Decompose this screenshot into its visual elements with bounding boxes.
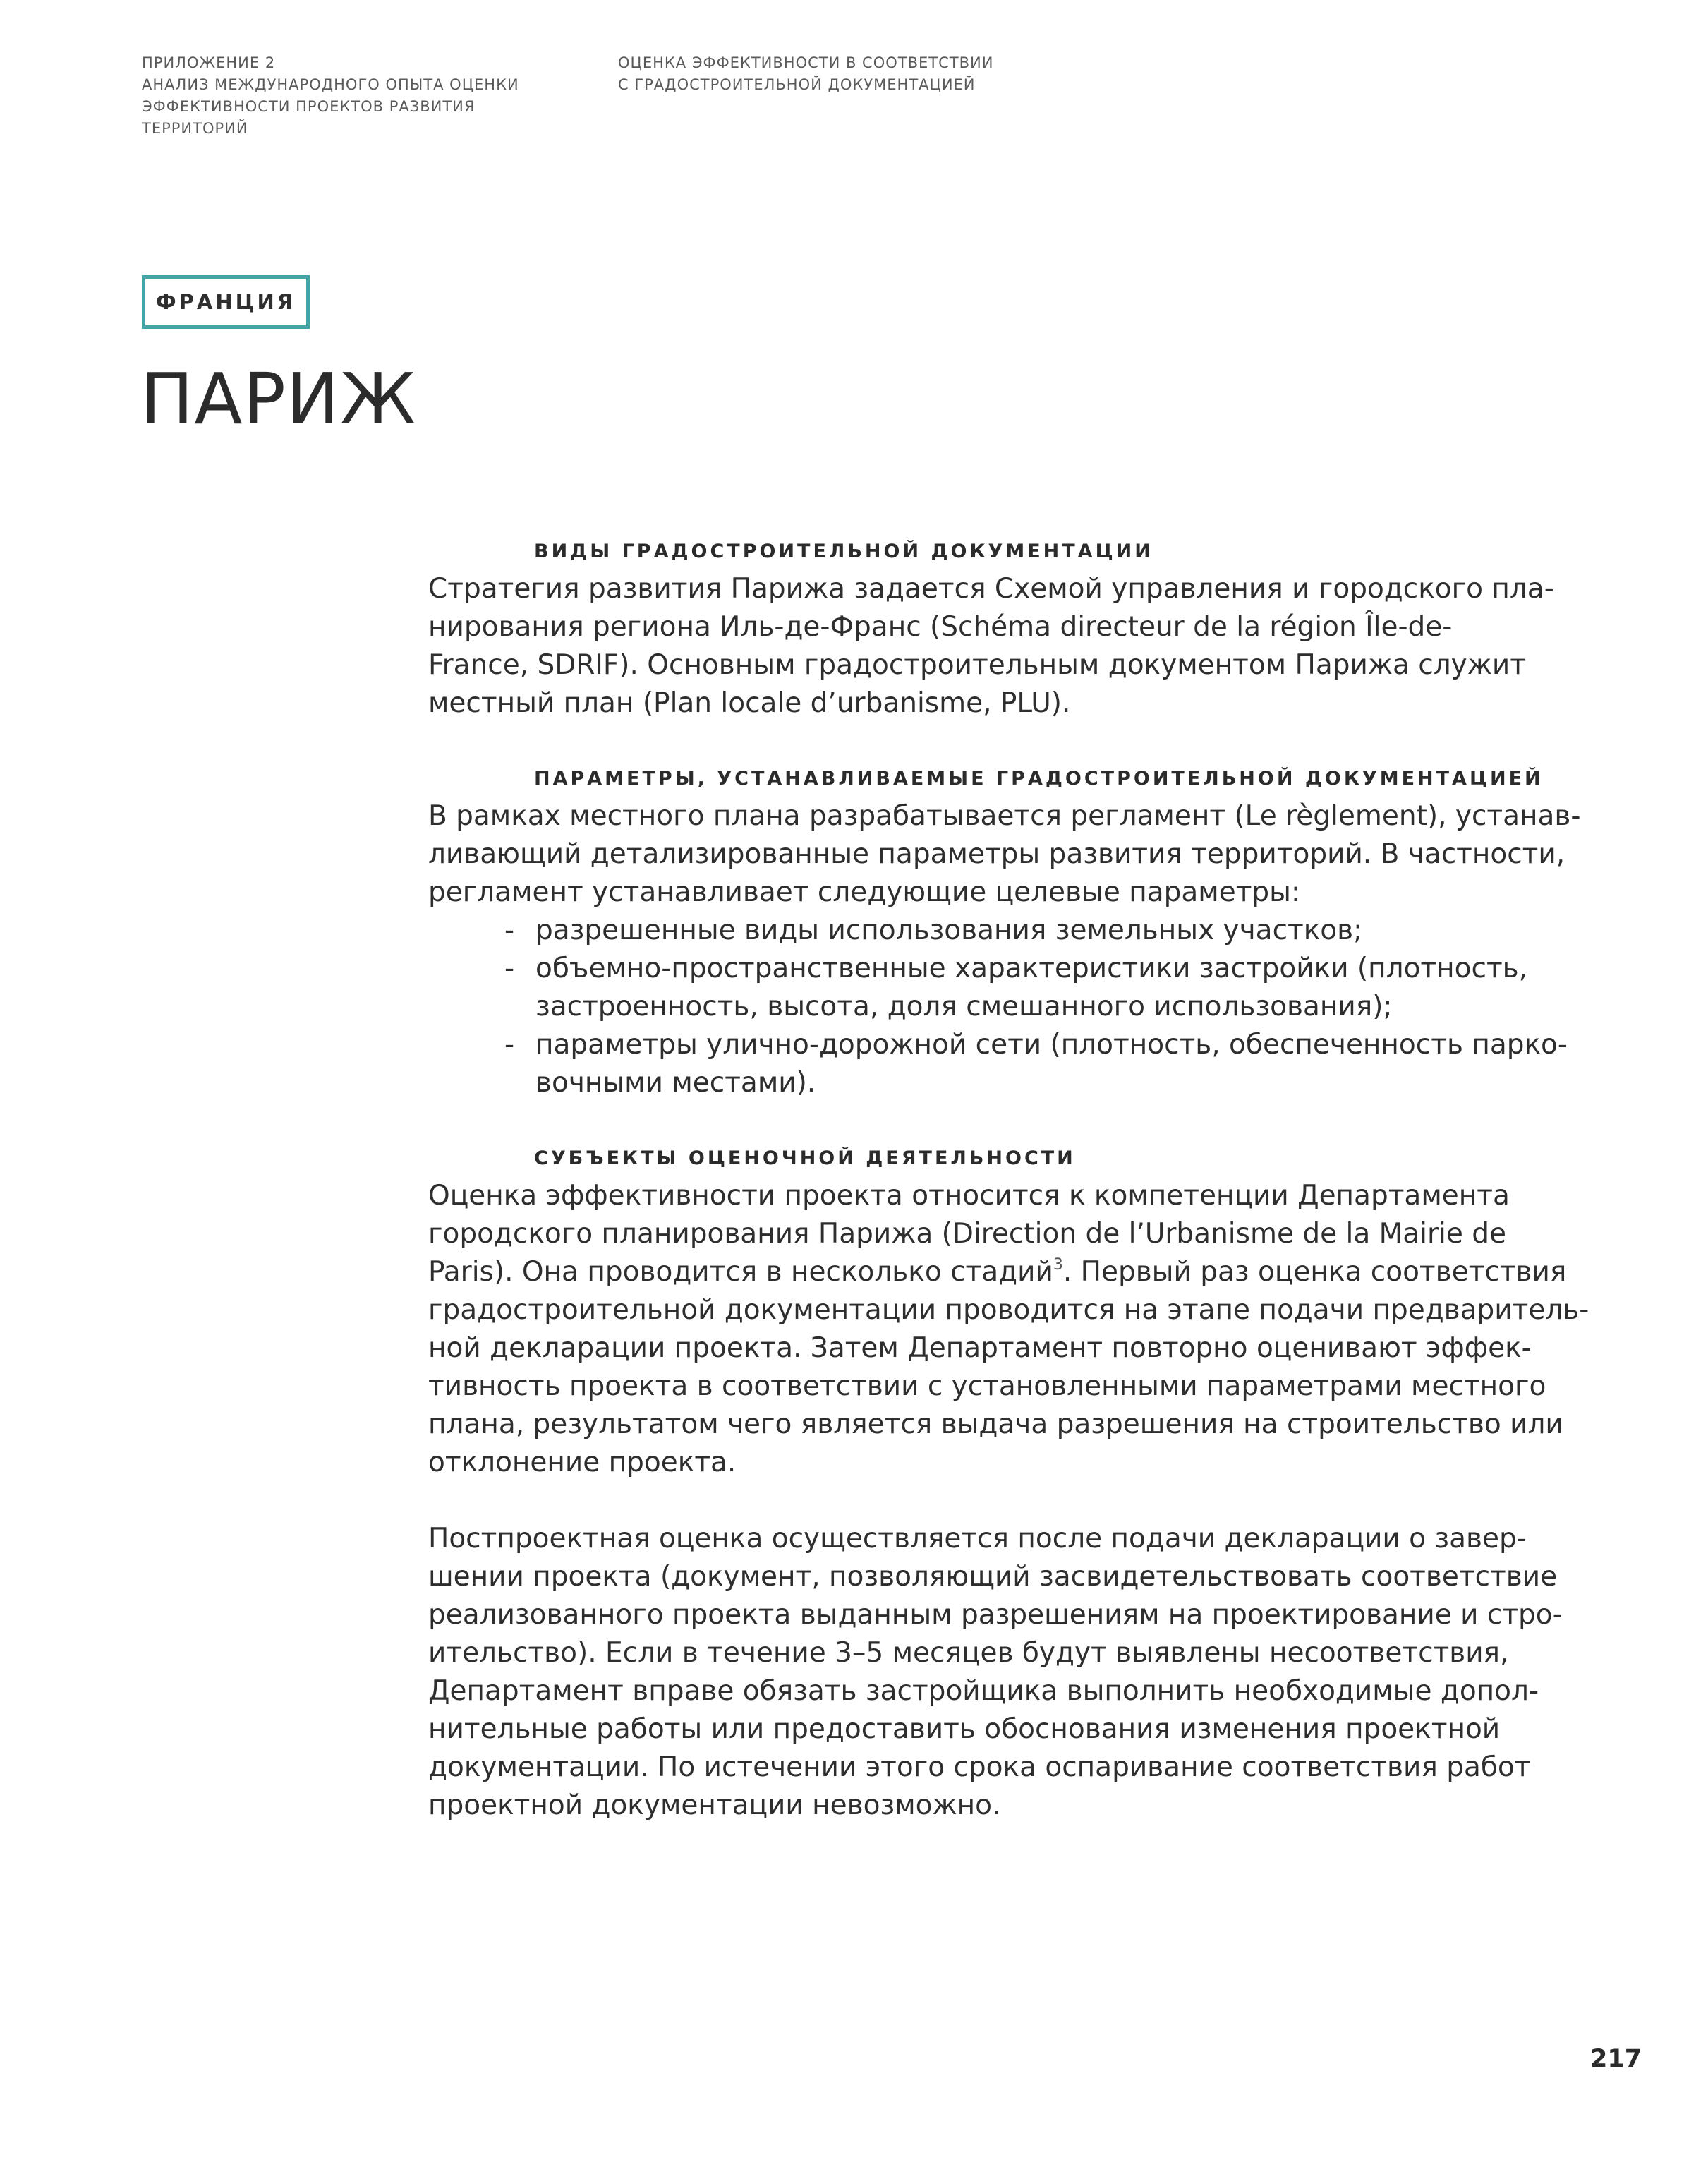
text-line: Стратегия развития Парижа задается Схемой управления и городского пла- bbox=[428, 573, 1554, 605]
paragraph bbox=[428, 570, 1554, 723]
text-line: нирования региона Иль-де-Франс (Schéma directeur de la région Île-de- bbox=[428, 611, 1453, 643]
text-line: объемно-пространственные характеристики застройки (плотность, bbox=[535, 953, 1528, 984]
text-line: Оценка эффективности проекта относится к компетенции Департамента bbox=[428, 1180, 1510, 1212]
running-head-line: ПРИЛОЖЕНИЕ 2 bbox=[142, 54, 276, 71]
text-line: Постпроектная оценка осуществляется после подачи декларации о завер- bbox=[428, 1523, 1527, 1555]
text-line: городского планирования Парижа (Direction de l’Urbanisme de la Mairie de bbox=[428, 1218, 1507, 1250]
text-run: . Первый раз оценка соответствия bbox=[1062, 1256, 1567, 1288]
running-head-left bbox=[142, 52, 519, 140]
running-head-line: АНАЛИЗ МЕЖДУНАРОДНОГО ОПЫТА ОЦЕНКИ bbox=[142, 76, 519, 93]
text-line: плана, результатом чего является выдача разрешения на строительство или bbox=[428, 1408, 1563, 1440]
text-run: Paris). Она проводится в несколько стадий bbox=[428, 1256, 1053, 1288]
text-line: Департамент вправе обязать застройщика выполнить необходимые допол- bbox=[428, 1675, 1539, 1707]
running-head-line: ТЕРРИТОРИЙ bbox=[142, 120, 248, 137]
running-head-line: ОЦЕНКА ЭФФЕКТИВНОСТИ В СООТВЕТСТВИИ bbox=[618, 54, 994, 71]
text-line: вочными местами). bbox=[535, 1067, 816, 1099]
text-line bbox=[428, 1253, 1567, 1291]
paragraph bbox=[428, 1177, 1589, 1482]
list-item bbox=[504, 912, 1550, 950]
bullet-dash: - bbox=[504, 915, 515, 946]
bullet-list bbox=[428, 912, 1568, 1102]
text-line: тивность проекта в соответствии с установленными параметрами местного bbox=[428, 1370, 1546, 1402]
running-head-line: С ГРАДОСТРОИТЕЛЬНОЙ ДОКУМЕНТАЦИЕЙ bbox=[618, 76, 976, 93]
bullet-dash: - bbox=[504, 1029, 515, 1061]
text-line: параметры улично-дорожной сети (плотность, обеспеченность парко- bbox=[535, 1029, 1568, 1061]
main-content bbox=[428, 533, 1589, 1825]
text-line: документации. По истечении этого срока оспаривание соответствия работ bbox=[428, 1751, 1531, 1783]
text-line: ной декларации проекта. Затем Департамент повторно оценивают эффек- bbox=[428, 1332, 1532, 1364]
text-line: ительство). Если в течение 3–5 месяцев будут выявлены несоответствия, bbox=[428, 1637, 1509, 1669]
running-head-line: ЭФФЕКТИВНОСТИ ПРОЕКТОВ РАЗВИТИЯ bbox=[142, 98, 476, 115]
text-line: France, SDRIF). Основным градостроительным документом Парижа служит bbox=[428, 649, 1526, 681]
text-line: отклонение проекта. bbox=[428, 1447, 737, 1478]
section-parameters bbox=[428, 761, 1581, 1102]
section-heading: СУБЪЕКТЫ ОЦЕНОЧНОЙ ДЕЯТЕЛЬНОСТИ bbox=[534, 1147, 1076, 1169]
text-line: реализованного проекта выданным разрешениям на проектирование и стро- bbox=[428, 1599, 1563, 1631]
footnote-ref[interactable]: 3 bbox=[1053, 1256, 1063, 1274]
text-line: местный план (Plan locale d’urbanisme, PLU). bbox=[428, 687, 1071, 719]
text-line: В рамках местного плана разрабатывается регламент (Le règlement), устанав- bbox=[428, 800, 1581, 832]
paragraph bbox=[428, 1520, 1563, 1825]
text-line: ливающий детализированные параметры развития территорий. В частности, bbox=[428, 838, 1565, 870]
country-tag: ФРАНЦИЯ bbox=[142, 275, 310, 329]
text-line: градостроительной документации проводится на этапе подачи предваритель- bbox=[428, 1294, 1589, 1326]
page-title: ПАРИЖ bbox=[140, 358, 417, 440]
bullet-dash: - bbox=[504, 953, 515, 984]
text-line: проектной документации невозможно. bbox=[428, 1789, 1001, 1821]
running-head-right bbox=[618, 52, 993, 96]
section-documentation-types bbox=[428, 533, 1554, 723]
list-item bbox=[504, 1026, 1568, 1102]
section-heading: ВИДЫ ГРАДОСТРОИТЕЛЬНОЙ ДОКУМЕНТАЦИИ bbox=[534, 541, 1153, 562]
list-item bbox=[504, 950, 1550, 1026]
text-line: нительные работы или предоставить обоснования изменения проектной bbox=[428, 1713, 1501, 1745]
text-line: регламент устанавливает следующие целевые параметры: bbox=[428, 876, 1301, 908]
section-heading: ПАРАМЕТРЫ, УСТАНАВЛИВАЕМЫЕ ГРАДОСТРОИТЕЛЬНОЙ ДОКУМЕНТАЦИЕЙ bbox=[534, 768, 1544, 790]
text-line: застроенность, высота, доля смешанного использования); bbox=[535, 991, 1393, 1022]
page-number: 217 bbox=[1590, 2045, 1642, 2073]
paragraph bbox=[428, 797, 1581, 912]
section-assessment-subjects bbox=[428, 1140, 1589, 1825]
text-line: разрешенные виды использования земельных участков; bbox=[535, 915, 1363, 946]
text-line: шении проекта (документ, позволяющий засвидетельствовать соответствие bbox=[428, 1561, 1558, 1593]
